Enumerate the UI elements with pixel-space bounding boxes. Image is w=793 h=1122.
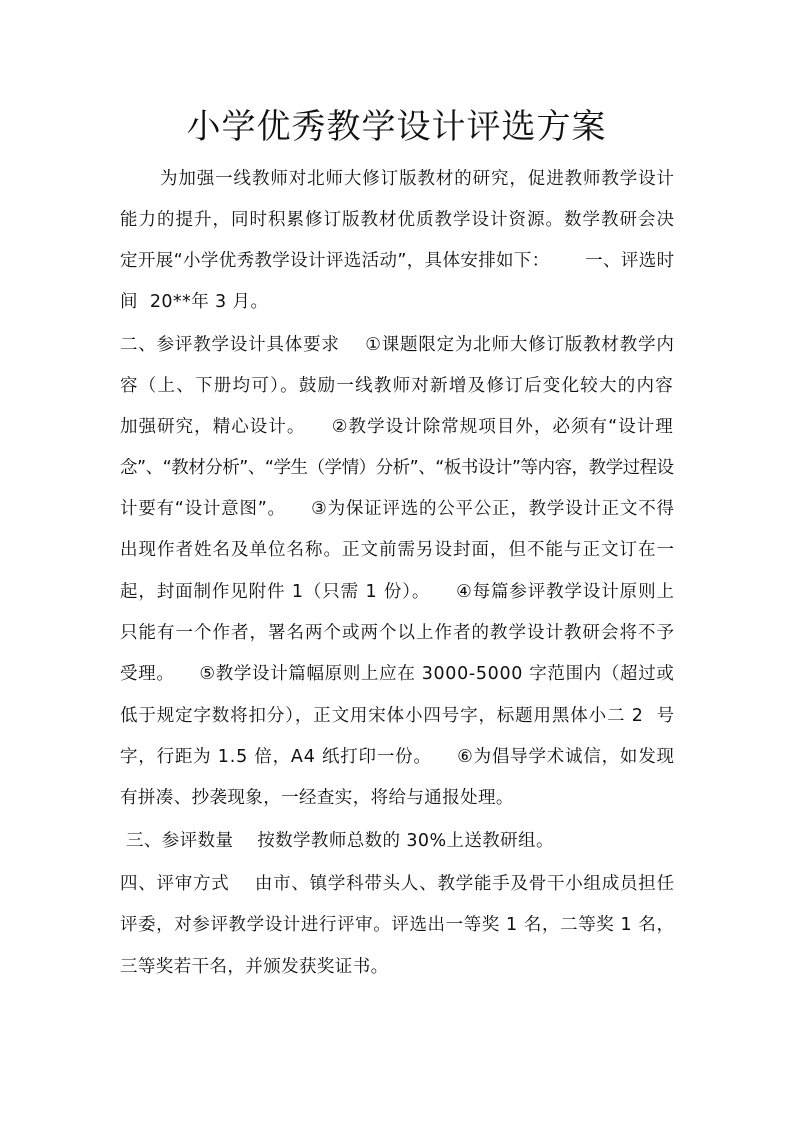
paragraph-line: 间 20**年 3 月。 [120, 292, 269, 312]
paragraph-line: 出现作者姓名及单位名称。正文前需另设封面，但不能与正文订在一 [120, 540, 675, 560]
paragraph-line: 加强研究，精心设计。 ②教学设计除常规项目外，必须有“设计理 [120, 417, 674, 437]
paragraph-line: 念”、“教材分析”、“学生（学情）分析”、“板书设计”等内容，教学过程设 [120, 458, 674, 478]
paragraph-line: 三、参评数量 按数学教师总数的 30%上送教研组。 [120, 831, 554, 851]
paragraph-line: 只能有一个作者，署名两个或两个以上作者的教学设计教研会将不予 [120, 623, 675, 643]
paragraph-line: 字，行距为 1.5 倍，A4 纸打印一份。 ⑥为倡导学术诚信，如发现 [120, 747, 675, 767]
paragraph-line: 四、评审方式 由市、镇学科带头人、教学能手及骨干小组成员担任 [120, 874, 675, 894]
paragraph-line: 定开展“小学优秀教学设计评选活动”，具体安排如下： 一、评选时 [120, 251, 675, 271]
paragraph-line: 能力的提升，同时积累修订版教材优质教学设计资源。数学教研会决 [120, 210, 675, 230]
paragraph-line: 评委，对参评教学设计进行评审。评选出一等奖 1 名，二等奖 1 名， [120, 915, 675, 935]
paragraph-line: 起，封面制作见附件 1（只需 1 份）。 ④每篇参评教学设计原则上 [120, 582, 675, 602]
paragraph-line: 二、参评教学设计具体要求 ①课题限定为北师大修订版教材教学内 [120, 335, 675, 355]
paragraph-line: 为加强一线教师对北师大修订版教材的研究，促进教师教学设计 [160, 169, 675, 189]
paragraph-line: 受理。 ⑤教学设计篇幅原则上应在 3000-5000 字范围内（超过或 [120, 664, 675, 684]
paragraph-line: 三等奖若干名，并颁发获奖证书。 [120, 957, 389, 977]
paragraph-line: 计要有“设计意图”。 ③为保证评选的公平公正，教学设计正文不得 [120, 499, 675, 519]
document-title: 小学优秀教学设计评选方案 [186, 107, 607, 147]
paragraph-line: 低于规定字数将扣分），正文用宋体小四号字，标题用黑体小二 2 号 [120, 706, 675, 726]
paragraph-line: 有拼凑、抄袭现象，一经查实，将给与通报处理。 [120, 788, 514, 808]
paragraph-line: 容（上、下册均可）。鼓励一线教师对新增及修订后变化较大的内容 [120, 376, 675, 396]
